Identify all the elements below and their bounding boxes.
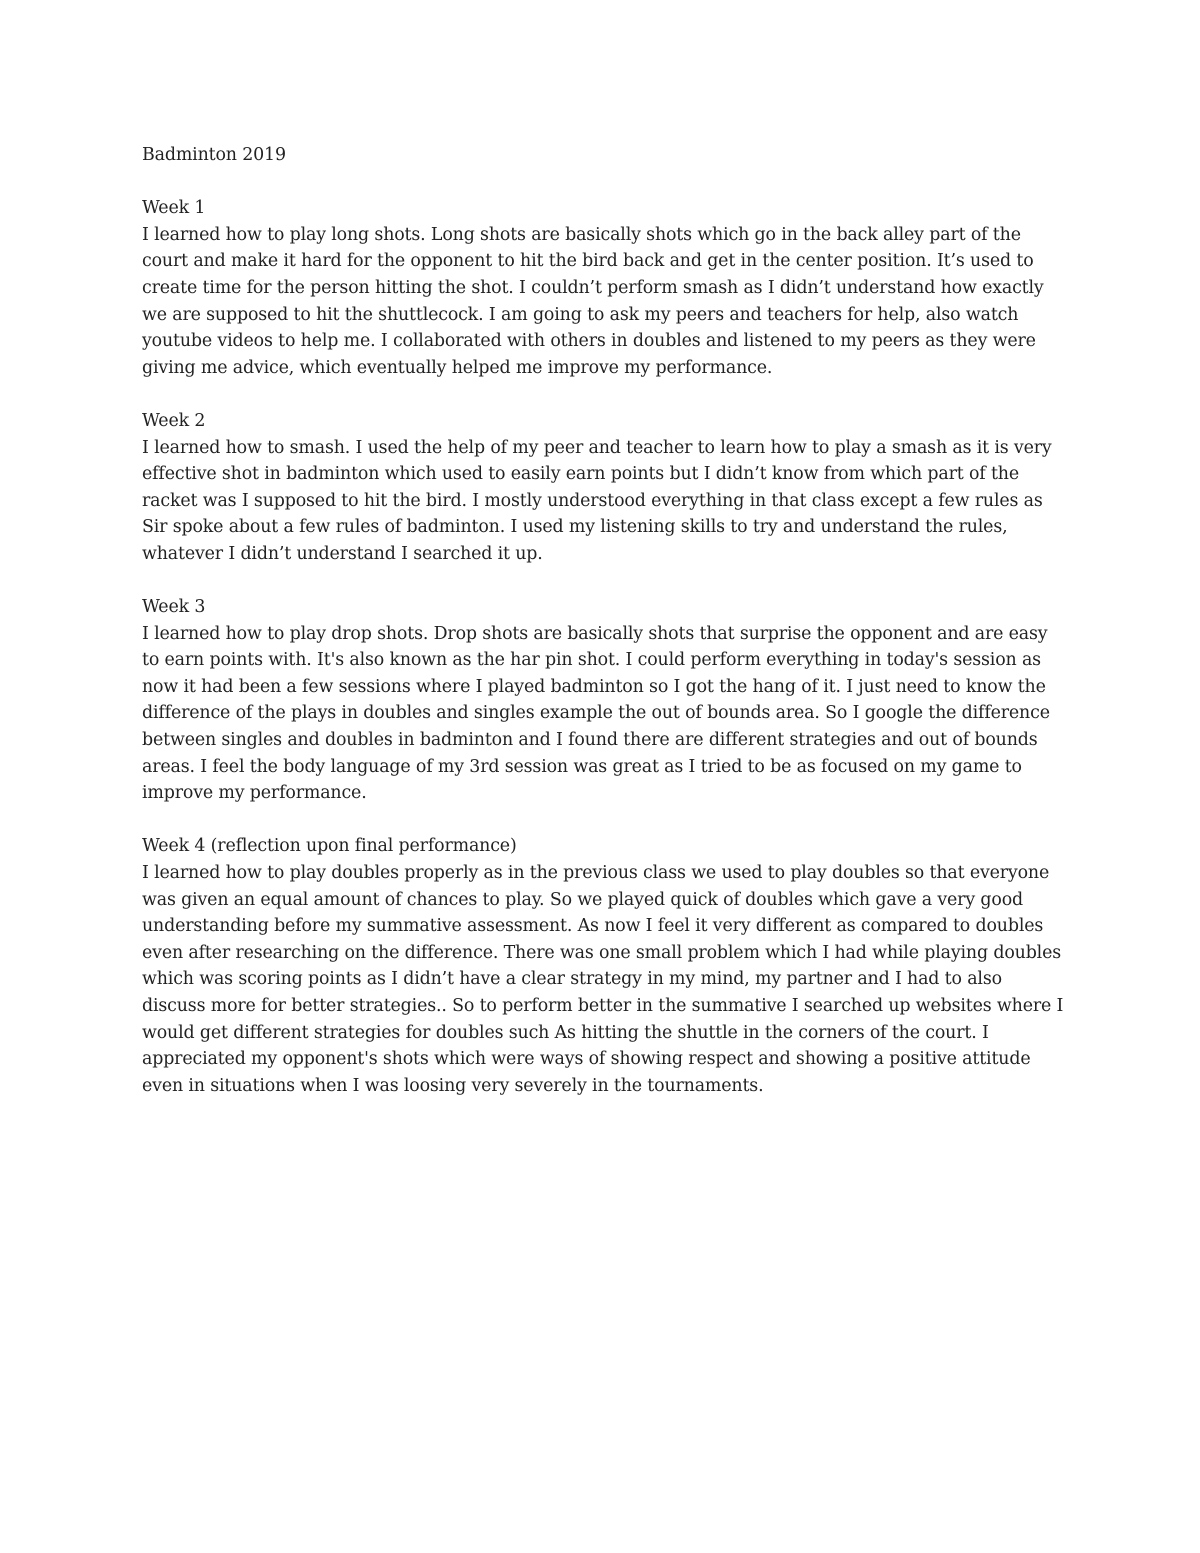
week-2-section (142, 408, 1066, 568)
week-2-heading: Week 2 (142, 410, 206, 431)
week-4-body: I learned how to play doubles properly as in the previous class we used to play doubles so that everyone was given an equal amount of chances to play. So we played quick of doubles which gave a very good understanding before my summative assessment. As now I feel it very different as compared to doubles even after researching on the difference. There was one small problem which I had while playing doubles which was scoring points as I didn’t have a clear strategy in my mind, my partner and I had to also discuss more for better strategies.. So to perform better in the summative I searched up websites where I would get different strategies for doubles such As hitting the shuttle in the corners of the court. I appreciated my opponent's shots which were ways of showing respect and showing a positive attitude even in situations when I was loosing very severely in the tournaments. (142, 863, 1064, 1096)
week-2-body: I learned how to smash. I used the help of my peer and teacher to learn how to play a smash as it is very effective shot in badminton which used to easily earn points but I didn’t know from which part of the racket was I supposed to hit the bird. I mostly understood everything in that class except a few rules as Sir spoke about a few rules of badminton. I used my listening skills to try and understand the rules, whatever I didn’t understand I searched it up. (142, 437, 1052, 564)
week-3-section (142, 594, 1066, 807)
week-3-heading: Week 3 (142, 597, 206, 618)
week-1-heading: Week 1 (142, 198, 206, 219)
document-title: Badminton 2019 (142, 145, 286, 165)
week-4-heading: Week 4 (reflection upon final performance) (142, 836, 517, 857)
document-page (142, 142, 1066, 1126)
week-1-section (142, 195, 1066, 381)
week-3-body: I learned how to play drop shots. Drop shots are basically shots that surprise the opponent and are easy to earn points with. It's also known as the har pin shot. I could perform everything in today's session as now it had been a few sessions where I played badminton so I got the hang of it. I just need to know the difference of the plays in doubles and singles example the out of bounds area. So I google the difference between singles and doubles in badminton and I found there are different strategies and out of bounds areas. I feel the body language of my 3rd session was great as I tried to be as focused on my game to improve my performance. (142, 623, 1050, 804)
week-4-section (142, 833, 1066, 1099)
week-1-body: I learned how to play long shots. Long shots are basically shots which go in the back alley part of the court and make it hard for the opponent to hit the bird back and get in the center position. It’s used to create time for the person hitting the shot. I couldn’t perform smash as I didn’t understand how exactly we are supposed to hit the shuttlecock. I am going to ask my peers and teachers for help, also watch youtube videos to help me. I collaborated with others in doubles and listened to my peers as they were giving me advice, which eventually helped me improve my performance. (142, 224, 1044, 378)
